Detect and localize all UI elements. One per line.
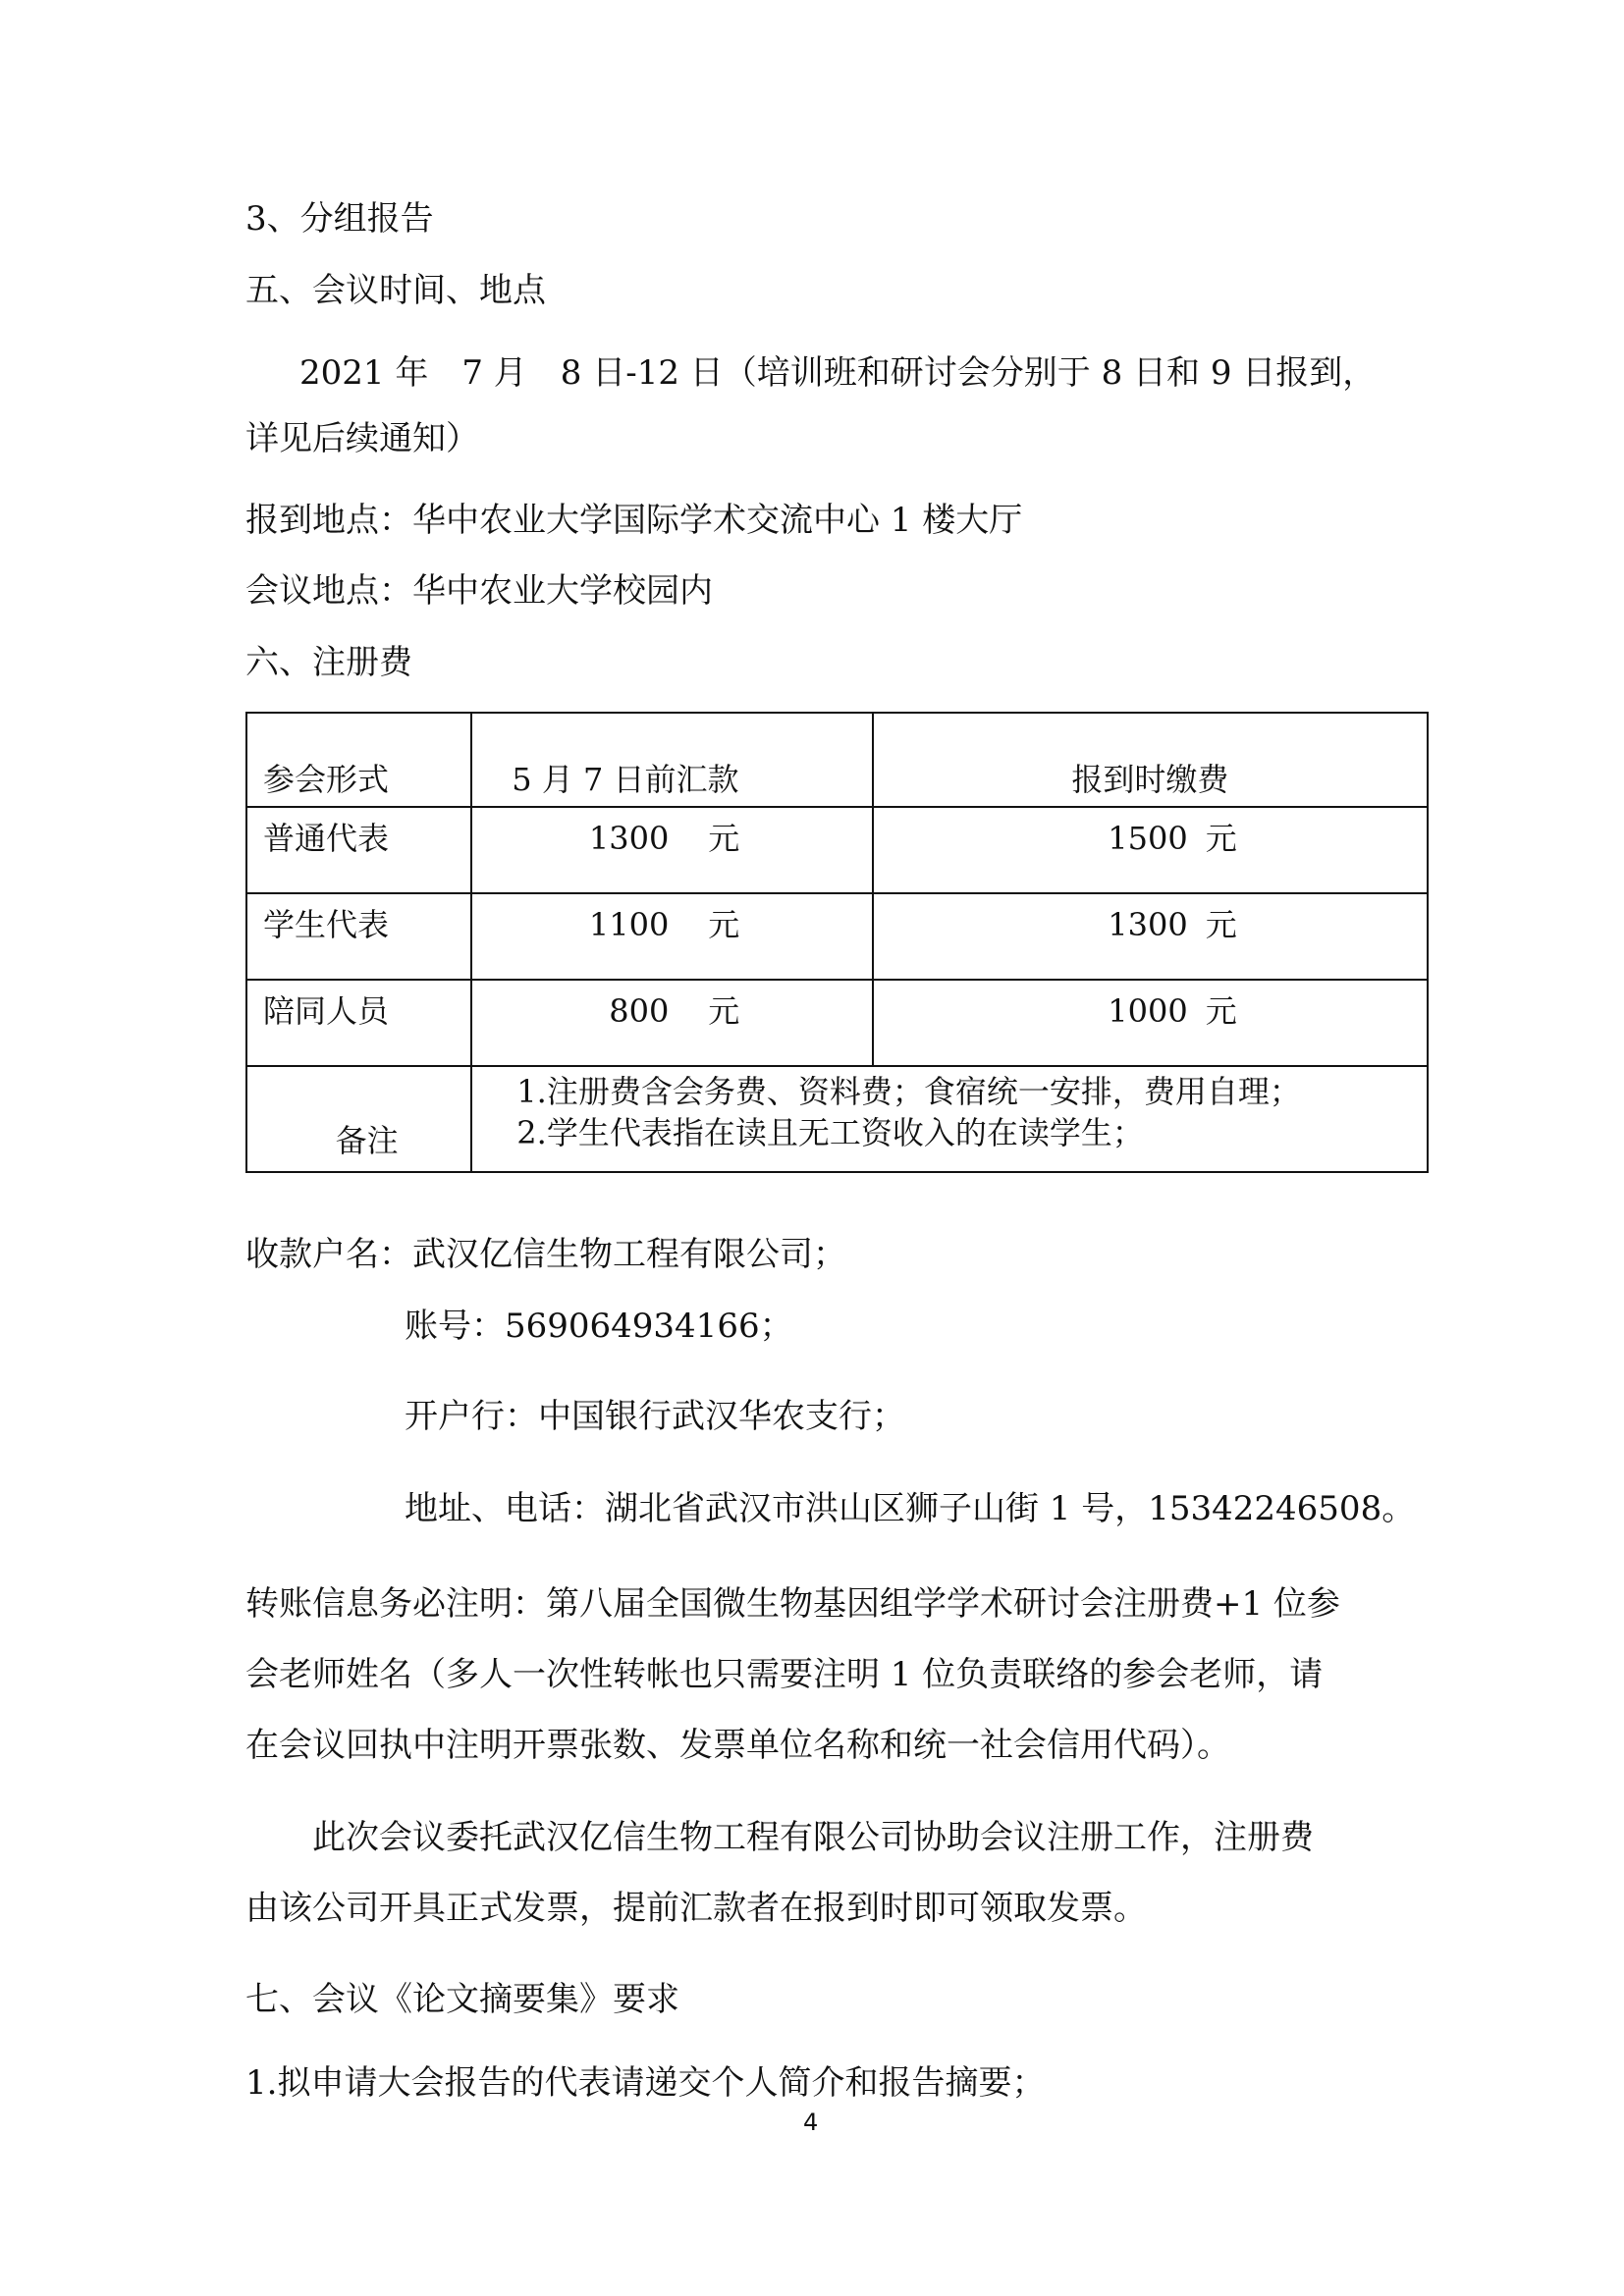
onsite-fee-cell <box>873 893 1428 980</box>
list-item: 1.拟申请大会报告的代表请递交个人简介和报告摘要； <box>245 2063 1046 2103</box>
section-heading: 七、会议《论文摘要集》要求 <box>245 1980 679 2019</box>
fee-unit: 元 <box>708 992 740 1030</box>
fee-unit: 元 <box>1205 992 1237 1030</box>
paragraph-line: 此次会议委托武汉亿信生物工程有限公司协助会议注册工作，注册费 <box>312 1818 1314 1857</box>
participant-type-cell: 学生代表 <box>246 893 471 980</box>
fee-amount: 800 <box>609 992 670 1030</box>
fee-amount: 1100 <box>588 906 670 943</box>
paragraph-line: 转账信息务必注明：第八届全国微生物基因组学学术研讨会注册费+1 位参 <box>245 1584 1340 1624</box>
table-header-row <box>246 713 1428 807</box>
paragraph-line: 报到地点：华中农业大学国际学术交流中心 1 楼大厅 <box>245 501 1023 540</box>
registration-fee-table <box>245 712 1429 1173</box>
table-row <box>246 893 1428 980</box>
paragraph-line: 由该公司开具正式发票，提前汇款者在报到时即可领取发票。 <box>245 1889 1147 1928</box>
note-label-cell: 备注 <box>246 1066 471 1172</box>
table-note-row <box>246 1066 1428 1172</box>
table-row <box>246 807 1428 893</box>
fee-amount: 1500 <box>1108 820 1188 857</box>
fee-unit: 元 <box>1205 820 1237 857</box>
early-fee-cell <box>471 980 872 1066</box>
payment-bank: 开户行：中国银行武汉华农支行； <box>405 1397 905 1436</box>
participant-type-cell: 陪同人员 <box>246 980 471 1066</box>
paragraph-line: 详见后续通知） <box>245 419 479 458</box>
participant-type-cell: 普通代表 <box>246 807 471 893</box>
onsite-fee-cell <box>873 807 1428 893</box>
fee-unit: 元 <box>708 906 740 943</box>
table-row <box>246 980 1428 1066</box>
fee-amount: 1300 <box>1108 906 1188 943</box>
note-content-cell <box>471 1066 1428 1172</box>
page-number: 4 <box>803 2109 819 2136</box>
list-item: 3、分组报告 <box>245 199 434 239</box>
paragraph-line: 在会议回执中注明开票张数、发票单位名称和统一社会信用代码）。 <box>245 1726 1230 1765</box>
early-fee-cell <box>471 807 872 893</box>
table-header-label: 5 月 7 日前汇款 <box>512 761 739 798</box>
fee-unit: 元 <box>708 820 740 857</box>
payment-address-phone: 地址、电话：湖北省武汉市洪山区狮子山街 1 号，15342246508。 <box>405 1489 1416 1528</box>
payment-account-name: 收款户名：武汉亿信生物工程有限公司； <box>245 1235 846 1274</box>
note-line: 2.学生代表指在读且无工资收入的在读学生； <box>516 1114 1144 1151</box>
section-heading: 六、注册费 <box>245 643 412 682</box>
fee-amount: 1000 <box>1108 992 1188 1030</box>
table-header-cell <box>471 713 872 807</box>
fee-amount: 1300 <box>588 820 670 857</box>
table-header-cell: 参会形式 <box>246 713 471 807</box>
payment-account-number: 账号：569064934166； <box>405 1307 793 1346</box>
paragraph-line: 会议地点：华中农业大学校园内 <box>245 571 713 611</box>
fee-unit: 元 <box>1205 906 1237 943</box>
note-line: 1.注册费含会务费、资料费；食宿统一安排，费用自理； <box>516 1073 1301 1110</box>
early-fee-cell <box>471 893 872 980</box>
onsite-fee-cell <box>873 980 1428 1066</box>
paragraph-line: 2021 年 7 月 8 日-12 日（培训班和研讨会分别于 8 日和 9 日报到， <box>299 353 1377 393</box>
section-heading: 五、会议时间、地点 <box>245 271 546 310</box>
paragraph-line: 会老师姓名（多人一次性转帐也只需要注明 1 位负责联络的参会老师，请 <box>245 1655 1324 1694</box>
table-header-cell: 报到时缴费 <box>873 713 1428 807</box>
